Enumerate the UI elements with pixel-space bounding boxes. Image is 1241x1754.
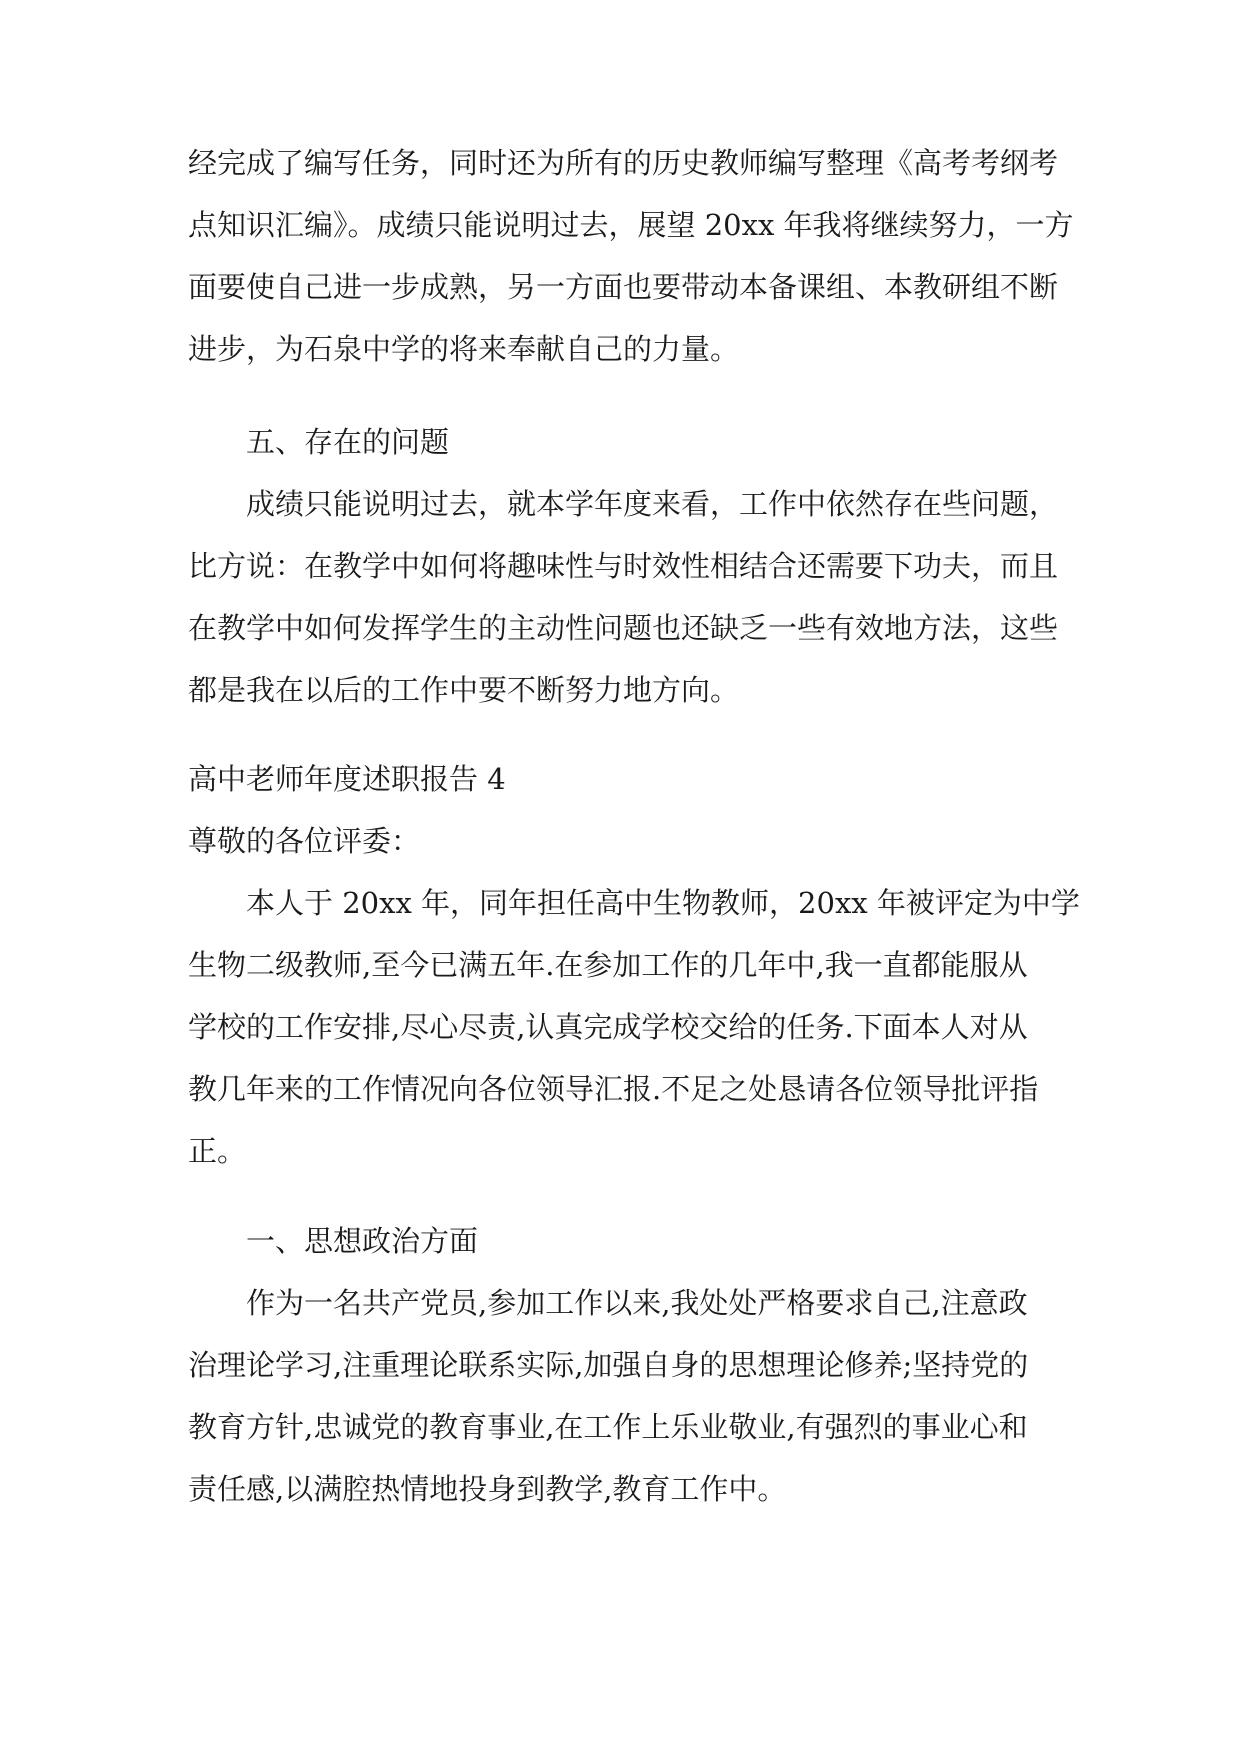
title-text: 高中老师年度述职报告 4	[188, 762, 506, 796]
text-line: 进步，为石泉中学的将来奉献自己的力量。	[188, 332, 740, 366]
text-line: 生物二级教师,至今已满五年.在参加工作的几年中,我一直都能服从	[188, 948, 1028, 982]
text-line: 比方说：在教学中如何将趣味性与时效性相结合还需要下功夫，而且	[188, 549, 1059, 583]
section-heading-problems	[188, 411, 1054, 473]
text-line: 学校的工作安排,尽心尽责,认真完成学校交给的任务.下面本人对从	[188, 1010, 1028, 1044]
heading-text: 一、思想政治方面	[246, 1224, 479, 1258]
heading-text: 五、存在的问题	[246, 425, 450, 459]
salutation-text: 尊敬的各位评委：	[188, 824, 421, 858]
text-line: 都是我在以后的工作中要不断努力地方向。	[188, 673, 740, 707]
text-line: 正。	[188, 1134, 247, 1168]
paragraph-achievements-continued	[188, 132, 1074, 380]
text-line: 点知识汇编》。成绩只能说明过去，展望 20xx 年我将继续努力，一方	[188, 208, 1074, 242]
text-line: 治理论学习,注重理论联系实际,加强自身的思想理论修养;坚持党的	[188, 1348, 1029, 1382]
report-title	[188, 748, 1054, 810]
text-line: 成绩只能说明过去，就本学年度来看，工作中依然存在些问题，	[246, 487, 1059, 521]
paragraph-politics	[188, 1272, 1054, 1520]
text-line: 教几年来的工作情况向各位领导汇报.不足之处恳请各位领导批评指	[188, 1072, 1039, 1106]
paragraph-problems	[188, 473, 1059, 721]
paragraph-introduction	[188, 872, 1080, 1182]
text-line: 作为一名共产党员,参加工作以来,我处处严格要求自己,注意政	[246, 1286, 1028, 1320]
text-line: 教育方针,忠诚党的教育事业,在工作上乐业敬业,有强烈的事业心和	[188, 1410, 1028, 1444]
text-line: 面要使自己进一步成熟，另一方面也要带动本备课组、本教研组不断	[188, 270, 1059, 304]
text-line: 本人于 20xx 年，同年担任高中生物教师，20xx 年被评定为中学	[246, 886, 1080, 920]
salutation	[188, 810, 1054, 872]
text-line: 责任感,以满腔热情地投身到教学,教育工作中。	[188, 1472, 787, 1506]
section-heading-politics	[188, 1210, 1054, 1272]
text-line: 经完成了编写任务，同时还为所有的历史教师编写整理《高考考纲考	[188, 146, 1059, 180]
text-line: 在教学中如何发挥学生的主动性问题也还缺乏一些有效地方法，这些	[188, 611, 1059, 645]
